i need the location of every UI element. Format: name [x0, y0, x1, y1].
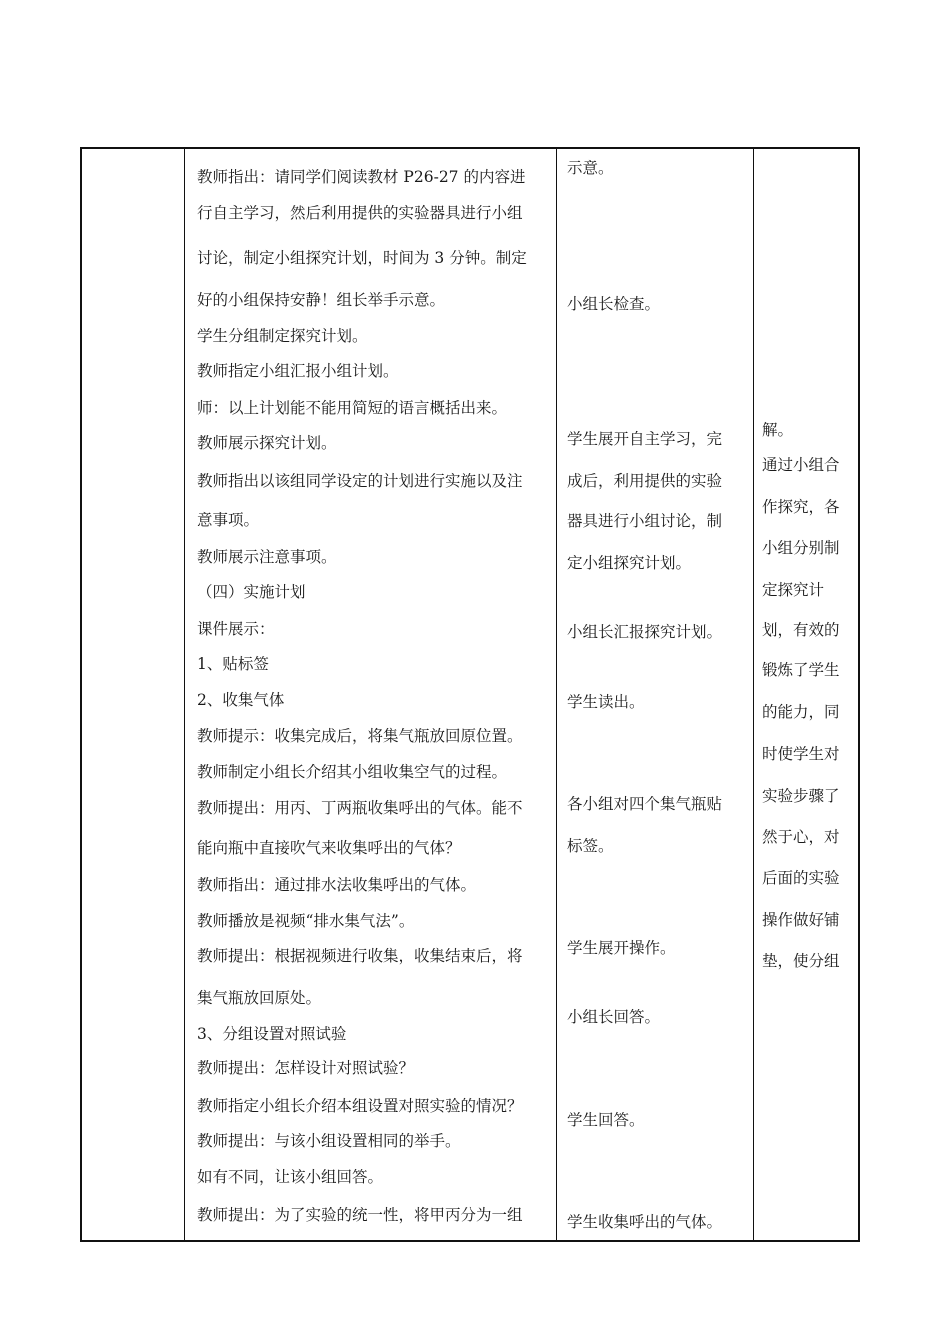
design-intent-line: 作探究，各 [762, 498, 840, 516]
design-intent-line: 然于心，对 [762, 828, 840, 846]
design-intent-line: 操作做好铺 [762, 911, 840, 929]
stage-column [80, 147, 184, 1242]
design-intent-line: 解。 [762, 421, 794, 439]
teacher-text-line: 讨论，制定小组探究计划，时间为 3 分钟。制定 [197, 249, 527, 267]
design-intent-line: 小组分别制 [762, 539, 840, 557]
teacher-text-line: 师：以上计划能不能用简短的语言概括出来。 [197, 399, 508, 417]
student-text-line: 各小组对四个集气瓶贴 [567, 795, 723, 813]
teacher-text-line: 教师指出以该组同学设定的计划进行实施以及注 [197, 472, 523, 490]
student-text-line: 小组长汇报探究计划。 [567, 623, 723, 641]
student-text-line: 示意。 [567, 159, 614, 177]
teacher-text-line: 1、贴标签 [197, 655, 269, 673]
teacher-text-line: 意事项。 [197, 511, 260, 529]
design-intent-line: 垫，使分组 [762, 952, 840, 970]
design-intent-line: 的能力，同 [762, 703, 840, 721]
teacher-text-line: 课件展示： [197, 620, 275, 638]
teacher-text-line: 学生分组制定探究计划。 [197, 327, 368, 345]
teacher-text-line: 教师提出：用丙、丁两瓶收集呼出的气体。能不 [197, 799, 523, 817]
teacher-text-line: 2、收集气体 [197, 691, 285, 709]
teacher-text-line: 教师展示探究计划。 [197, 434, 337, 452]
design-intent-line: 通过小组合 [762, 456, 840, 474]
teacher-text-line: 教师指定小组长介绍本组设置对照实验的情况？ [197, 1097, 523, 1115]
teacher-text-line: 教师提出：根据视频进行收集，收集结束后，将 [197, 947, 523, 965]
student-activity-column [557, 147, 753, 1242]
student-text-line: 器具进行小组讨论，制 [567, 512, 723, 530]
teacher-text-line: 教师指定小组汇报小组计划。 [197, 362, 399, 380]
teacher-text-line: 教师指出：请同学们阅读教材 P26-27 的内容进 [197, 168, 526, 186]
student-text-line: 学生回答。 [567, 1111, 645, 1129]
teacher-text-line: （四）实施计划 [197, 583, 306, 601]
teacher-text-line: 如有不同，让该小组回答。 [197, 1168, 384, 1186]
design-intent-line: 锻炼了学生 [762, 661, 840, 679]
teacher-text-line: 教师提出：怎样设计对照试验？ [197, 1059, 415, 1077]
teacher-text-line: 教师指出：通过排水法收集呼出的气体。 [197, 876, 477, 894]
design-intent-column [754, 147, 858, 1242]
teacher-text-line: 3、分组设置对照试验 [197, 1025, 347, 1043]
student-text-line: 学生展开操作。 [567, 939, 676, 957]
teacher-text-line: 教师提出：与该小组设置相同的举手。 [197, 1132, 461, 1150]
design-intent-line: 实验步骤了 [762, 787, 840, 805]
design-intent-line: 时使学生对 [762, 745, 840, 763]
student-text-line: 小组长检查。 [567, 295, 661, 313]
teacher-text-line: 教师提示：收集完成后，将集气瓶放回原位置。 [197, 727, 523, 745]
student-text-line: 标签。 [567, 837, 614, 855]
teacher-text-line: 行自主学习，然后利用提供的实验器具进行小组 [197, 204, 523, 222]
teacher-text-line: 集气瓶放回原处。 [197, 989, 322, 1007]
teacher-text-line: 教师展示注意事项。 [197, 548, 337, 566]
teacher-text-line: 教师播放是视频“排水集气法”。 [197, 912, 415, 930]
student-text-line: 学生展开自主学习，完 [567, 430, 723, 448]
teacher-text-line: 教师制定小组长介绍其小组收集空气的过程。 [197, 763, 508, 781]
design-intent-line: 后面的实验 [762, 869, 840, 887]
student-text-line: 定小组探究计划。 [567, 554, 692, 572]
student-text-line: 成后，利用提供的实验 [567, 472, 723, 490]
teacher-activity-column [185, 147, 556, 1242]
student-text-line: 学生读出。 [567, 693, 645, 711]
teacher-text-line: 好的小组保持安静！组长举手示意。 [197, 291, 446, 309]
design-intent-line: 定探究计 [762, 581, 825, 599]
teacher-text-line: 教师提出：为了实验的统一性，将甲丙分为一组 [197, 1206, 523, 1224]
teacher-text-line: 能向瓶中直接吹气来收集呼出的气体？ [197, 839, 461, 857]
student-text-line: 小组长回答。 [567, 1008, 661, 1026]
student-text-line: 学生收集呼出的气体。 [567, 1213, 723, 1231]
design-intent-line: 划，有效的 [762, 621, 840, 639]
